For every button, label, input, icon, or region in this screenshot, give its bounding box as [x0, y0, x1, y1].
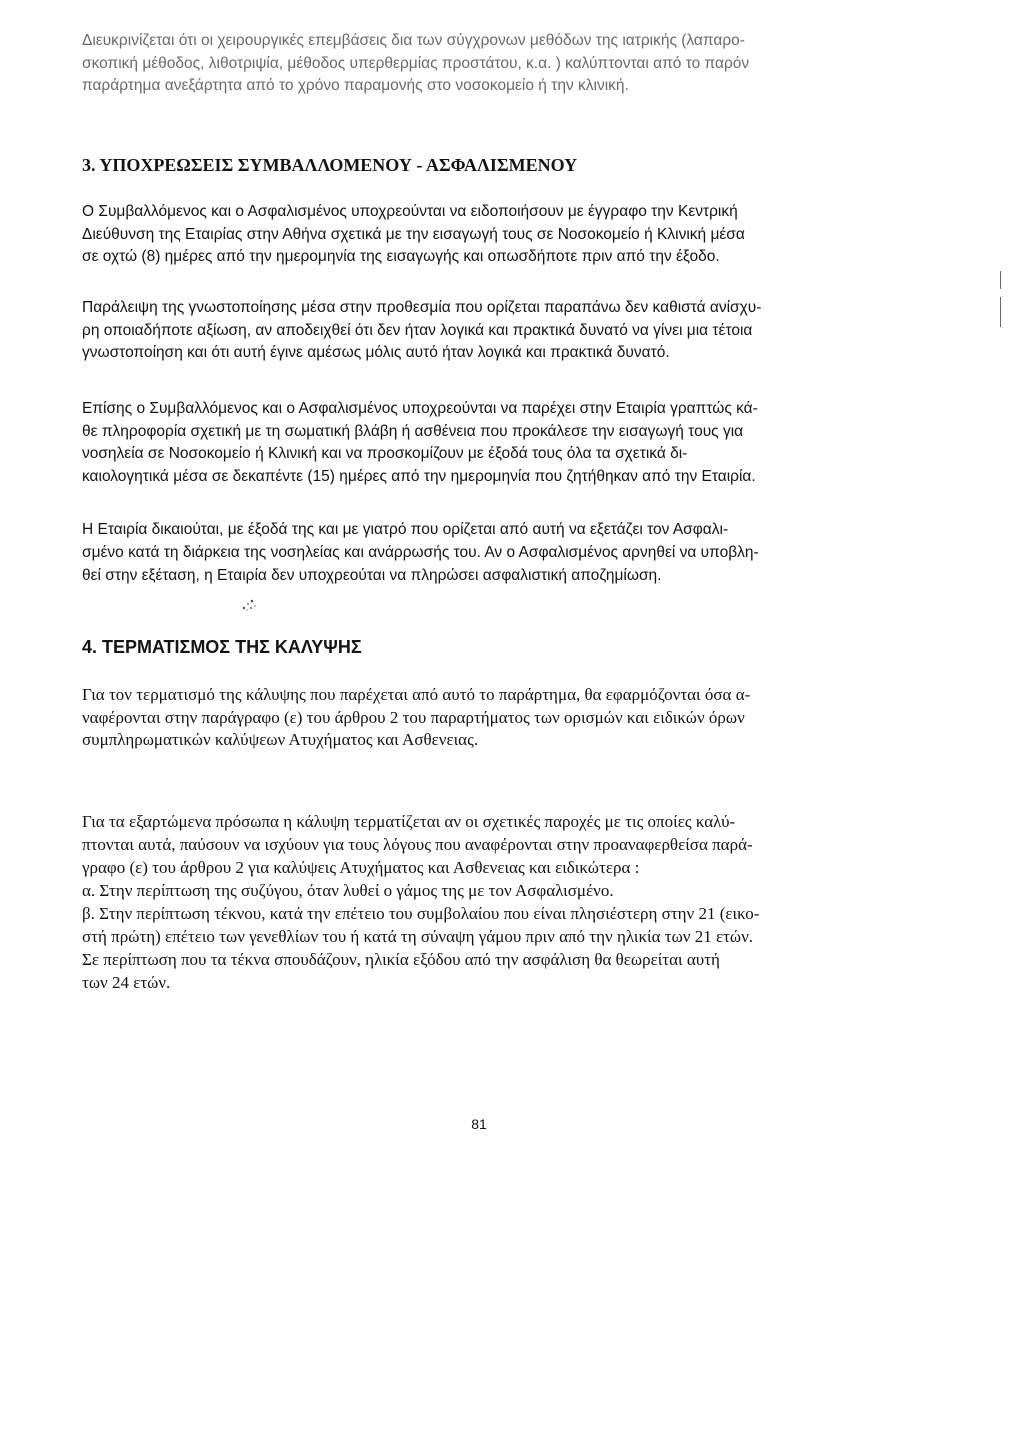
- scan-margin-mark: [1000, 297, 1001, 327]
- text-line: α. Στην περίπτωση της συζύγου, όταν λυθεί ο γάμος της με τον Ασφαλισμένο.: [82, 881, 614, 900]
- text-line: σμένο κατά τη διάρκεια της νοσηλείας και ανάρρωσής του. Αν ο Ασφαλισμένος αρνηθεί να υποβλη-: [82, 544, 759, 561]
- text-line: Η Εταιρία δικαιούται, με έξοδά της και με γιατρό που ορίζεται από αυτή να εξετάζει τον Ασφαλι-: [82, 521, 729, 538]
- text-line: γνωστοποίηση και ότι αυτή έγινε αμέσως μόλις αυτό ήταν λογικά και πρακτικά δυνατό.: [82, 344, 670, 361]
- text-line: ρη οποιαδήποτε αξίωση, αν αποδειχθεί ότι δεν ήταν λογικά και πρακτικά δυνατό να γίνει μια τέτοια: [82, 321, 753, 339]
- scan-smudge-icon: [238, 596, 260, 614]
- text-line: σε οχτώ (8) ημέρες από την ημερομηνία της εισαγωγής και οπωσδήποτε πριν από την έξοδο.: [82, 248, 720, 265]
- section-3-paragraph-omission: [82, 297, 894, 365]
- text-line: Για τον τερματισμό της κάλυψης που παρέχεται από αυτό το παράρτημα, θα εφαρμόζονται όσα α-: [82, 685, 751, 704]
- section-4-paragraph-termination: [82, 684, 894, 752]
- text-line: Επίσης ο Συμβαλλόμενος και ο Ασφαλισμένος υποχρεούνται να παρέχει στην Εταιρία γραπτώς κά-: [82, 400, 758, 417]
- text-line: νοσηλεία σε Νοσοκομείο ή Κλινική και να προσκομίζουν με έξοδά τους όλα τα σχετικά δι-: [82, 445, 688, 462]
- scan-margin-mark: [1000, 271, 1001, 289]
- section-4-paragraph-dependents: [82, 810, 894, 994]
- page-number: 81: [471, 1116, 487, 1132]
- text-line: Ο Συμβαλλόμενος και ο Ασφαλισμένος υποχρεούνται να ειδοποιήσουν με έγγραφο την Κεντρική: [82, 203, 738, 220]
- text-line: παράρτημα ανεξάρτητα από το χρόνο παραμονής στο νοσοκομείο ή την κλινική.: [82, 77, 629, 94]
- text-line: Σε περίπτωση που τα τέκνα σπουδάζουν, ηλικία εξόδου από την ασφάλιση θα θεωρείται αυτή: [82, 950, 720, 969]
- text-line: Παράλειψη της γνωστοποίησης μέσα στην προθεσμία που ορίζεται παραπάνω δεν καθιστά ανίσχυ-: [82, 299, 762, 316]
- text-line: καιολογητικά μέσα σε δεκαπέντε (15) ημέρες από την ημερομηνία που ζητήθηκαν από την Εταιρία.: [82, 467, 756, 485]
- section-3-paragraph-notification: [82, 201, 894, 269]
- text-line: θε πληροφορία σχετική με τη σωματική βλάβη ή ασθένεια που προκάλεσε την εισαγωγή τους για: [82, 422, 744, 440]
- text-line: πτονται αυτά, παύσουν να ισχύουν για τους λόγους που αναφέρονται στην προαναφερθείσα παρά-: [82, 835, 753, 854]
- text-line: συμπληρωματικών καλύψεων Ατυχήματος και Ασθενειας.: [82, 730, 479, 749]
- text-line: θεί στην εξέταση, η Εταιρία δεν υποχρεούται να πληρώσει ασφαλιστική αποζημίωση.: [82, 567, 662, 584]
- text-line: γραφο (ε) του άρθρου 2 για καλύψεις Ατυχήματος και Ασθενειας και ειδικώτερα :: [82, 858, 640, 877]
- text-line: ναφέρονται στην παράγραφο (ε) του άρθρου 2 του παραρτήματος των ορισμών και ειδικών όρων: [82, 707, 745, 727]
- section-3-paragraph-information: [82, 398, 894, 488]
- section-3-heading: 3. ΥΠΟΧΡΕΩΣΕΙΣ ΣΥΜΒΑΛΛΟΜΕΝΟΥ - ΑΣΦΑΛΙΣΜΕΝΟΥ: [82, 155, 578, 175]
- text-line: σκοπική μέθοδος, λιθοτριψία, μέθοδος υπερθερμίας προστάτου, κ.α. ) καλύπτονται από το παρόν: [82, 54, 750, 72]
- section-3-paragraph-examination: [82, 518, 894, 587]
- text-line: β. Στην περίπτωση τέκνου, κατά την επέτειο του συμβολαίου που είναι πλησιέστερη στην 21 (εικο-: [82, 904, 760, 923]
- intro-paragraph: [82, 30, 894, 98]
- text-line: Για τα εξαρτώμενα πρόσωπα η κάλυψη τερματίζεται αν οι σχετικές παροχές με τις οποίες καλύ-: [82, 812, 736, 831]
- section-4-heading: 4. ΤΕΡΜΑΤΙΣΜΟΣ ΤΗΣ ΚΑΛΥΨΗΣ: [82, 637, 362, 657]
- text-line: στή πρώτη) επέτειο των γενεθλίων του ή κατά τη σύναψη γάμου πριν από την ηλικία των 21 ετών.: [82, 927, 754, 946]
- text-line: των 24 ετών.: [82, 973, 171, 992]
- text-line: Διεύθυνση της Εταιρίας στην Αθήνα σχετικά με την εισαγωγή τους σε Νοσοκομείο ή Κλινική μέσα: [82, 225, 745, 243]
- text-line: Διευκρινίζεται ότι οι χειρουργικές επεμβάσεις δια των σύγχρονων μεθόδων της ιατρικής (λαπαρο-: [82, 32, 745, 49]
